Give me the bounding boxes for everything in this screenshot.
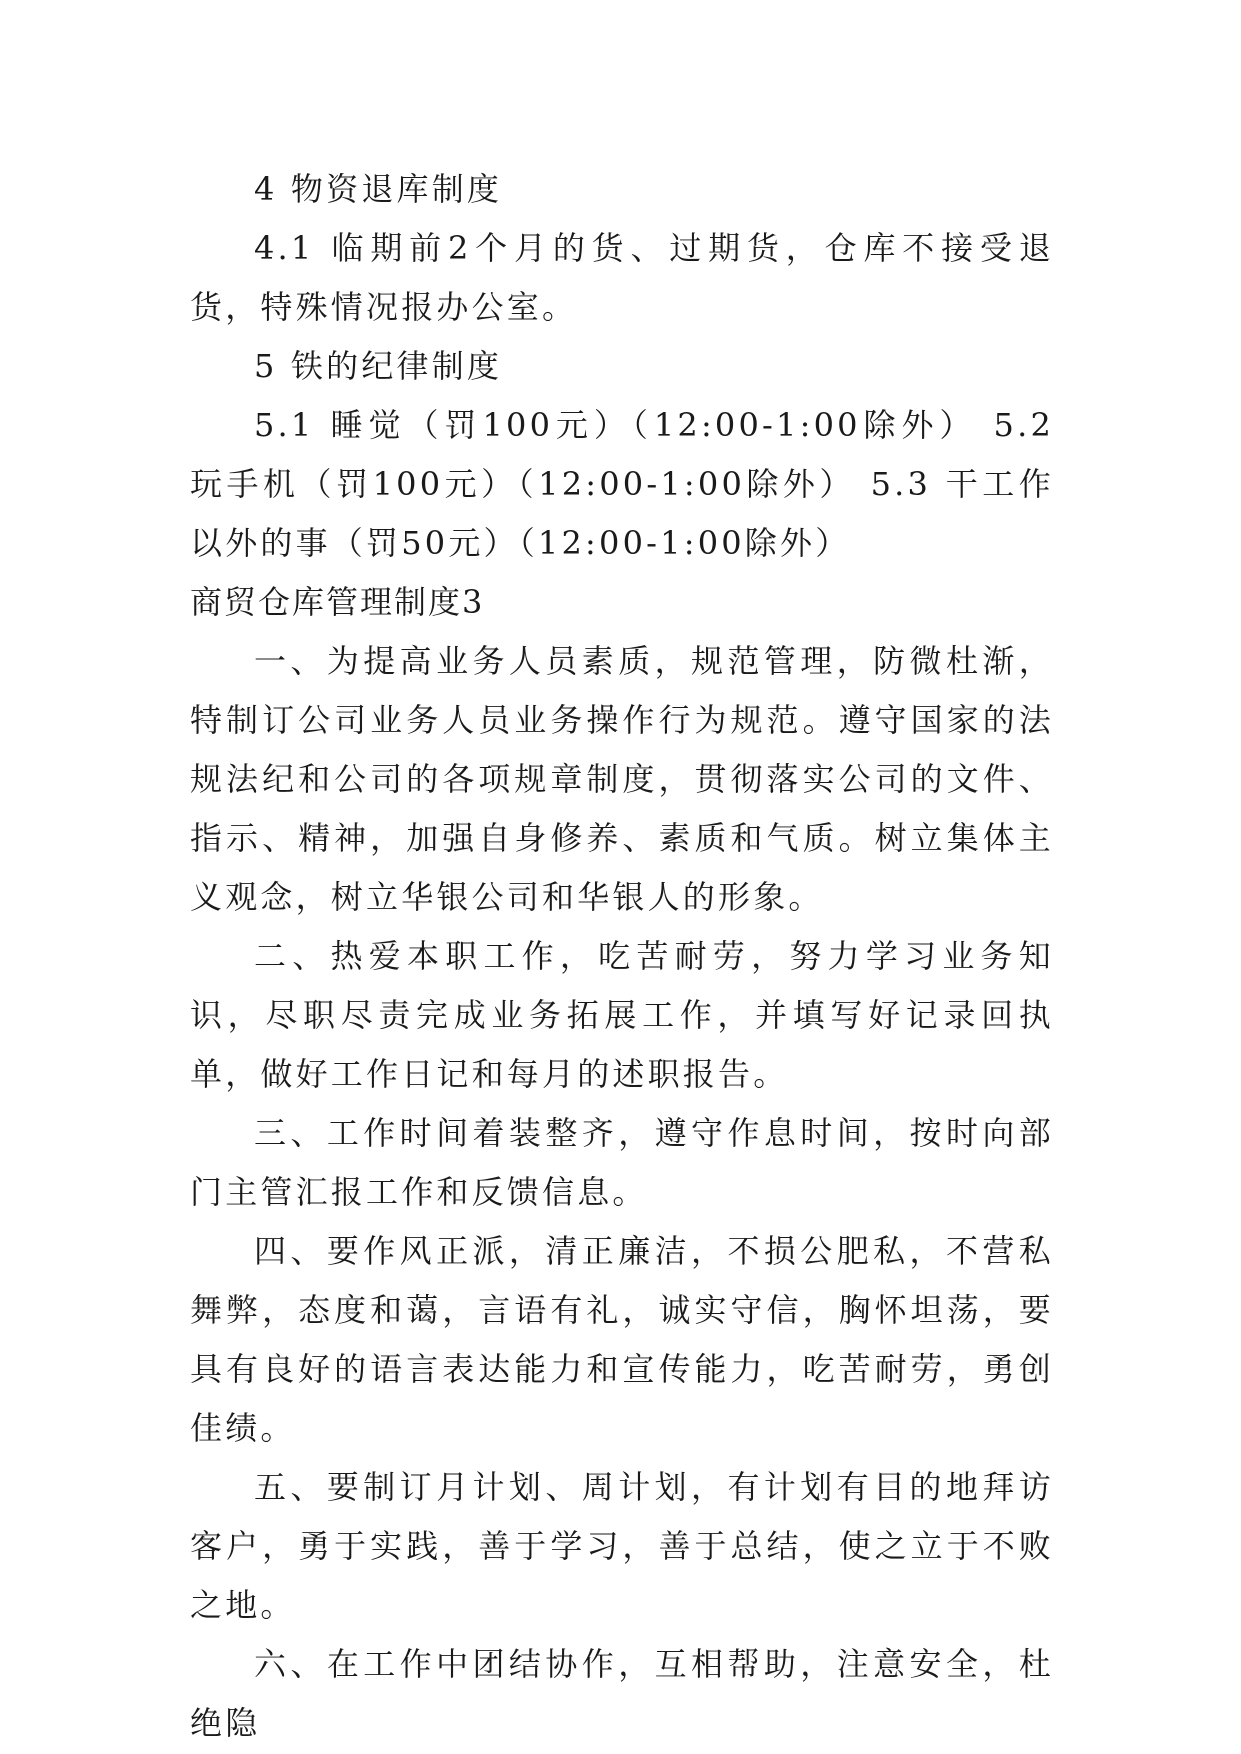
paragraph-4-1: 4.1 临期前2个月的货、过期货，仓库不接受退货，特殊情况报办公室。 [190, 229, 1054, 326]
paragraph-six: 六、在工作中团结协作，互相帮助，注意安全，杜绝隐 [190, 1645, 1054, 1742]
paragraph-5-rules: 5.1 睡觉（罚100元）（12:00-1:00除外） 5.2 玩手机（罚100元）（12:00-1:00除外） 5.3 干工作以外的事（罚50元）（12:00-1:00除外） [190, 406, 1054, 562]
document-body [190, 160, 1054, 1753]
paragraph-three: 三、工作时间着装整齐，遵守作息时间，按时向部门主管汇报工作和反馈信息。 [190, 1114, 1054, 1211]
heading-return-policy: 4 物资退库制度 [254, 170, 503, 208]
heading-discipline-policy: 5 铁的纪律制度 [254, 347, 503, 385]
paragraph-two: 二、热爱本职工作，吃苦耐劳，努力学习业务知识，尽职尽责完成业务拓展工作，并填写好记录回执单，做好工作日记和每月的述职报告。 [190, 937, 1054, 1093]
paragraph-five: 五、要制订月计划、周计划，有计划有目的地拜访客户，勇于实践，善于学习，善于总结，使之立于不败之地。 [190, 1468, 1054, 1624]
section-title: 商贸仓库管理制度3 [190, 583, 485, 621]
paragraph-four: 四、要作风正派，清正廉洁，不损公肥私，不营私舞弊，态度和蔼，言语有礼，诚实守信，胸怀坦荡，要具有良好的语言表达能力和宣传能力，吃苦耐劳，勇创佳绩。 [190, 1232, 1054, 1447]
paragraph-one: 一、为提高业务人员素质，规范管理，防微杜渐，特制订公司业务人员业务操作行为规范。遵守国家的法规法纪和公司的各项规章制度，贯彻落实公司的文件、指示、精神，加强自身修养、素质和气质。树立集体主义观念，树立华银公司和华银人的形象。 [190, 642, 1054, 916]
